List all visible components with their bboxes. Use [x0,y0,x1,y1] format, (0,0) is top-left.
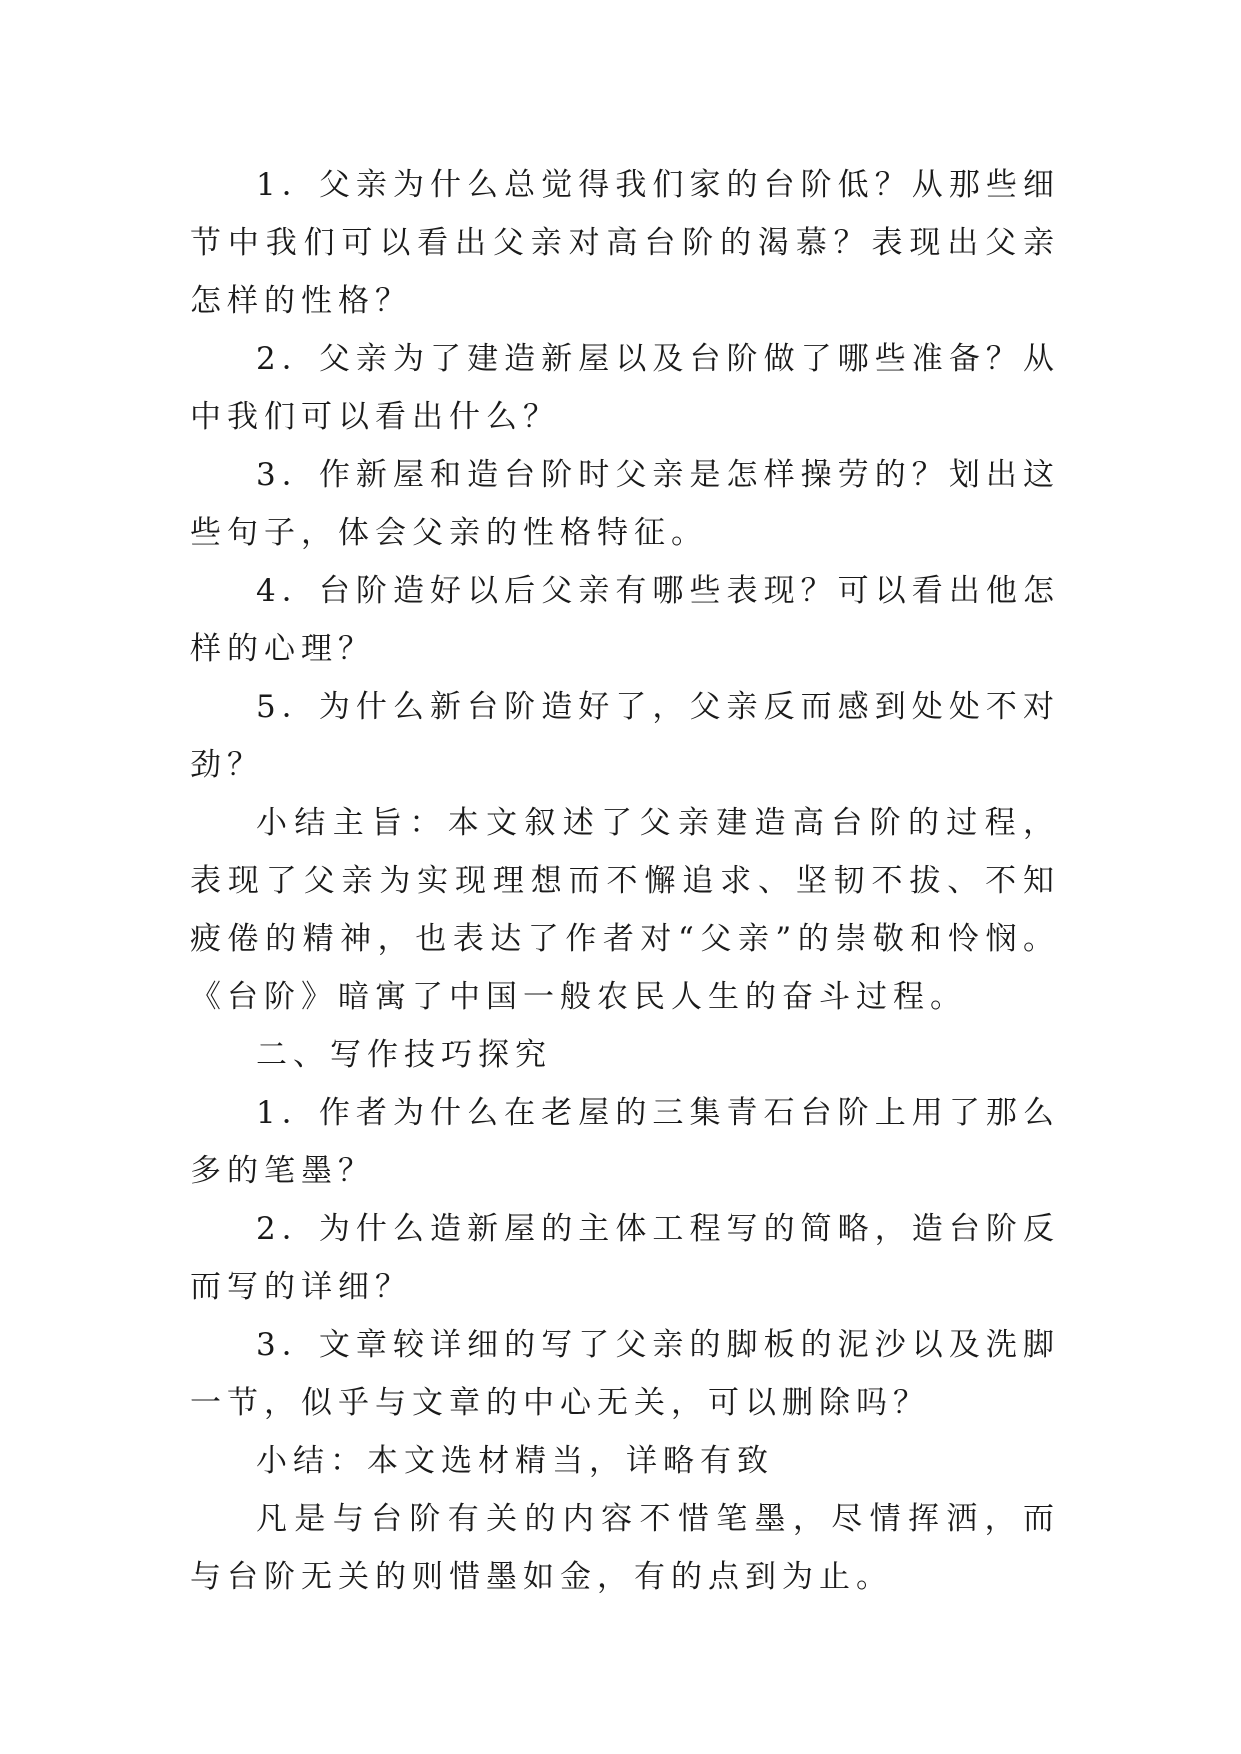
summary-detail: 凡是与台阶有关的内容不惜笔墨，尽情挥洒，而与台阶无关的则惜墨如金，有的点到为止。 [190,1501,1060,1595]
question-1: 1．父亲为什么总觉得我们家的台阶低？从那些细节中我们可以看出父亲对高台阶的渴慕？表现出父亲怎样的性格？ [190,167,1060,319]
section-heading: 二、写作技巧探究 [256,1037,552,1073]
technique-question-2: 2．为什么造新屋的主体工程写的简略，造台阶反而写的详细？ [190,1211,1060,1305]
question-5: 5．为什么新台阶造好了，父亲反而感到处处不对劲？ [190,689,1060,783]
summary-technique: 小结：本文选材精当，详略有致 [256,1443,774,1479]
question-2: 2．父亲为了建造新屋以及台阶做了哪些准备？从中我们可以看出什么？ [190,341,1060,435]
technique-question-3: 3．文章较详细的写了父亲的脚板的泥沙以及洗脚一节，似乎与文章的中心无关，可以删除吗？ [190,1327,1060,1421]
question-4: 4．台阶造好以后父亲有哪些表现？可以看出他怎样的心理？ [190,573,1060,667]
technique-question-1: 1．作者为什么在老屋的三集青石台阶上用了那么多的笔墨？ [190,1095,1060,1189]
summary-theme: 小结主旨：本文叙述了父亲建造高台阶的过程，表现了父亲为实现理想而不懈追求、坚韧不拔、不知疲倦的精神，也表达了作者对“父亲”的崇敬和怜悯。《台阶》暗寓了中国一般农民人生的奋斗过程。 [190,805,1060,1015]
document-body [190,156,1060,1606]
question-3: 3．作新屋和造台阶时父亲是怎样操劳的？划出这些句子，体会父亲的性格特征。 [190,457,1060,551]
